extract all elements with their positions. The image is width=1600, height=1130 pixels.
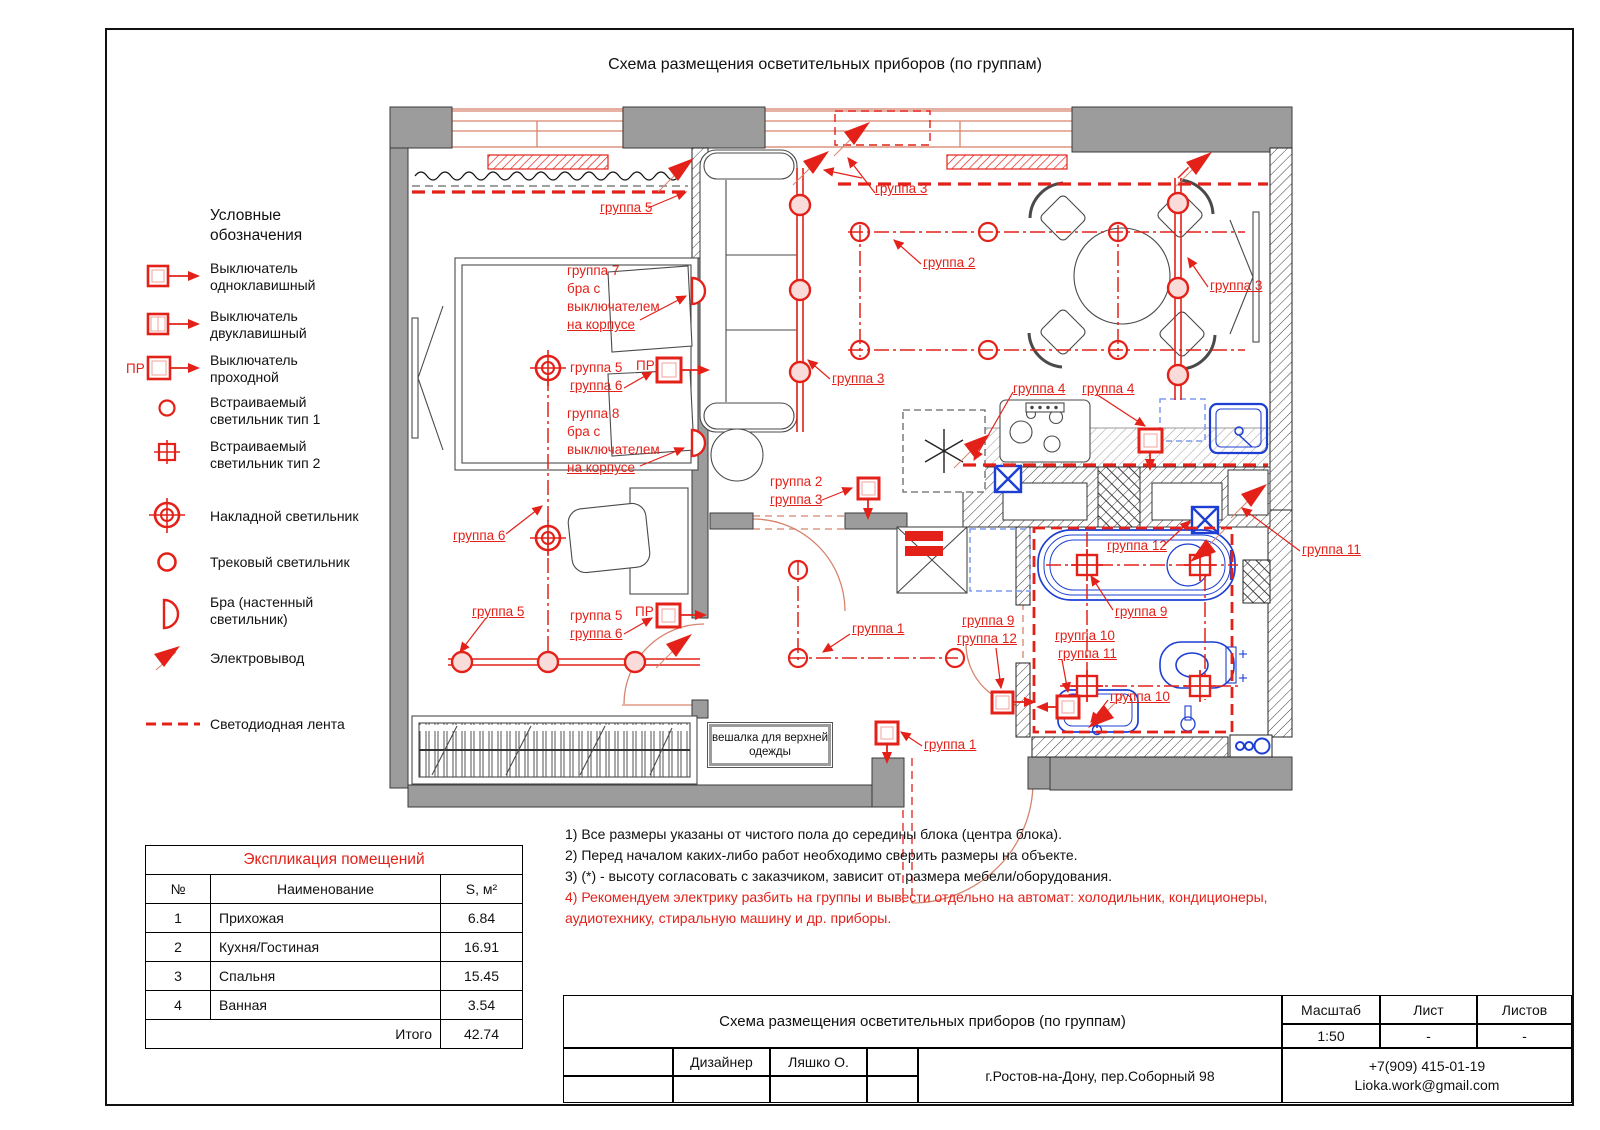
coat-rack-box [707,722,833,768]
plan-label: выключателем [567,442,660,457]
balcony-door-opening [835,111,930,145]
plan-label: группа 3 [875,181,928,196]
phone: +7(909) 415-01-19 [1368,1057,1486,1074]
col-num-header: № [146,875,211,904]
plan-label: группа 5 [600,200,653,215]
title-block-title: Схема размещения осветительных приборов (по группам) [563,995,1282,1048]
plan-label: группа 11 [1058,646,1117,661]
empty-cell [867,1048,918,1076]
plan-label: группа 9 [1115,604,1168,619]
email: Lioka.work@gmail.com [1354,1076,1500,1093]
plan-label: бра с [567,281,601,296]
note-line: 2) Перед началом каких-либо работ необходимо сверить размеры на объекте. [565,847,1078,863]
switch-double-icon [142,308,204,342]
plan-label: группа 5 [570,360,623,375]
table-row [146,962,523,991]
row-area: 3.54 [441,991,523,1020]
sofa [700,150,797,481]
plan-label: группа 9 [962,613,1015,628]
switch-pass-icon [126,352,204,386]
plan-label: группа 5 [472,604,525,619]
designer-label-cell: Дизайнер [673,1048,770,1076]
empty-cell [673,1076,770,1103]
table-row [146,933,523,962]
plan-label: выключателем [567,299,660,314]
note-line-red: аудиотехнику, стиральную машину и др. приборы. [565,910,892,926]
desk-chair [567,488,688,594]
recessed-type2-icon [142,438,204,472]
plan-label: ПР [636,358,655,373]
room-explication-table [145,845,523,1049]
empty-cell [563,1048,673,1076]
plan-label: группа 5 [570,608,623,623]
led-strip-icon [142,714,204,748]
switch-bath-inside [1036,696,1079,718]
row-area: 15.45 [441,962,523,991]
row-num: 1 [146,904,211,933]
track-light-icon [142,548,204,582]
sheet-value-cell: - [1380,1024,1477,1048]
tv-bedroom [412,306,443,450]
plan-label: группа 4 [1082,381,1135,396]
stove [1000,400,1090,462]
legend-title: Условные обозначения [210,207,303,244]
plan-label: на корпусе [567,460,635,475]
recessed-type1-icon [142,394,204,428]
plan-label: группа 12 [957,631,1017,646]
empty-cell [770,1076,867,1103]
row-area: 6.84 [441,904,523,933]
table-total-row [146,1020,523,1049]
recessed-lights-type2 [1071,549,1216,702]
plan-label: группа 6 [453,528,506,543]
plan-label: группа 3 [1210,278,1263,293]
surface-light-icon [142,498,204,532]
plan-label: группа 12 [1107,538,1167,553]
plan-label: группа 2 [923,255,976,270]
row-name: Прихожая [211,904,441,933]
plan-label: группа 10 [1055,628,1115,643]
plan-label: группа 2 [770,474,823,489]
row-area: 16.91 [441,933,523,962]
contact-cell [1282,1048,1572,1103]
plan-label: бра с [567,424,601,439]
page-title: Схема размещения осветительных приборов (по группам) [608,56,1042,73]
row-name: Кухня/Гостиная [211,933,441,962]
plan-label: группа 1 [924,737,977,752]
total-value: 42.74 [441,1020,523,1049]
row-num: 4 [146,991,211,1020]
row-num: 2 [146,933,211,962]
col-name-header: Наименование [211,875,441,904]
plan-label: на корпусе [567,317,635,332]
row-name: Ванная [211,991,441,1020]
plan-label: группа 8 [567,406,620,421]
plan-label: группа 6 [570,626,623,641]
coat-rack-line1: вешалка для верхней [712,732,828,744]
plan-label: группа 1 [852,621,905,636]
empty-cell [563,1076,673,1103]
coat-rack-line2: одежды [749,746,791,758]
wardrobe [412,716,697,784]
table-title: Экспликация помещений [146,846,523,875]
table-header-row [146,875,523,904]
plan-label: группа 7 [567,263,620,278]
note-line: 3) (*) - высоту согласовать с заказчиком, зависит от размера мебели/оборудования. [565,868,1113,884]
scale-label-cell: Масштаб [1282,995,1380,1024]
plan-label: группа 3 [770,492,823,507]
note-line-red: 4) Рекомендуем электрику разбить на группы и вывести отдельно на автомат: холодильник, кондиционеры, [565,889,1268,905]
plan-label: ПР [635,604,654,619]
sheets-value-cell: - [1477,1024,1572,1048]
total-label: Итого [146,1020,441,1049]
sheets-label-cell: Листов [1477,995,1572,1024]
plan-label: группа 6 [570,378,623,393]
designer-name-cell: Ляшко О. [770,1048,867,1076]
curtain-line [415,172,679,180]
scale-value-cell: 1:50 [1282,1024,1380,1048]
plan-label: группа 3 [832,371,885,386]
plan-label: группа 4 [1013,381,1066,396]
sheet-label-cell: Лист [1380,995,1477,1024]
table-row [146,991,523,1020]
empty-cell [867,1076,918,1103]
col-area-header: S, м² [441,875,523,904]
row-name: Спальня [211,962,441,991]
address-cell: г.Ростов-на-Дону, пер.Соборный 98 [918,1048,1282,1103]
switch-single-icon [142,260,204,294]
plan-label: группа 10 [1110,689,1170,704]
notes [565,824,1305,929]
washing-machine [897,527,967,593]
sconce-icon [142,594,204,628]
power-outlet-icon [142,642,204,676]
pr-glyph: ПР [126,361,145,376]
table-row [146,904,523,933]
plan-label: группа 11 [1302,542,1361,557]
row-num: 3 [146,962,211,991]
note-line: 1) Все размеры указаны от чистого пола до середины блока (центра блока). [565,826,1062,842]
